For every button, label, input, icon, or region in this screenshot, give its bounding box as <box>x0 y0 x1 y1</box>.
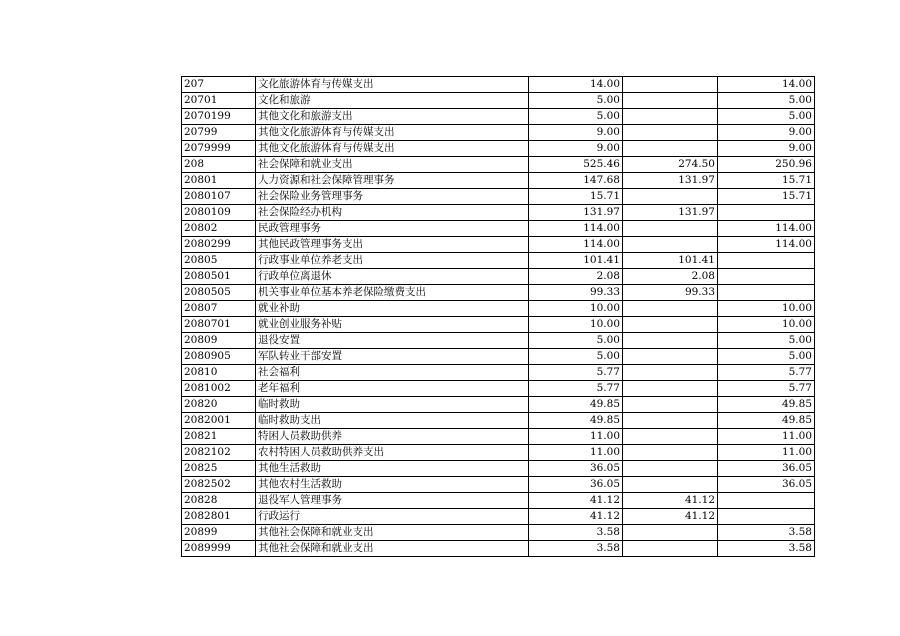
basic-expenditure-cell <box>623 317 718 333</box>
subject-code-cell: 2082801 <box>182 509 256 525</box>
subject-code-cell: 2089999 <box>182 541 256 557</box>
table-row <box>182 445 815 461</box>
basic-expenditure-cell: 274.50 <box>623 157 718 173</box>
subject-name-cell: 其他文化旅游体育与传媒支出 <box>256 125 529 141</box>
table-row <box>182 493 815 509</box>
subject-name-cell: 特困人员救助供养 <box>256 429 529 445</box>
subject-code-cell: 2080505 <box>182 285 256 301</box>
table-row <box>182 429 815 445</box>
table-row <box>182 509 815 525</box>
subject-code-cell: 2080299 <box>182 237 256 253</box>
project-expenditure-cell <box>718 269 815 285</box>
subject-code-cell: 20701 <box>182 93 256 109</box>
table-row <box>182 205 815 221</box>
subject-code-cell: 2082502 <box>182 477 256 493</box>
subject-name-cell: 民政管理事务 <box>256 221 529 237</box>
subject-name-cell: 其他文化和旅游支出 <box>256 109 529 125</box>
subject-code-cell: 2082001 <box>182 413 256 429</box>
total-amount-cell: 5.00 <box>529 333 623 349</box>
project-expenditure-cell: 5.77 <box>718 365 815 381</box>
basic-expenditure-cell <box>623 301 718 317</box>
subject-code-cell: 207 <box>182 77 256 93</box>
project-expenditure-cell: 250.96 <box>718 157 815 173</box>
subject-name-cell: 其他农村生活救助 <box>256 477 529 493</box>
subject-name-cell: 其他社会保障和就业支出 <box>256 525 529 541</box>
total-amount-cell: 15.71 <box>529 189 623 205</box>
project-expenditure-cell <box>718 205 815 221</box>
basic-expenditure-cell: 131.97 <box>623 173 718 189</box>
subject-code-cell: 2081002 <box>182 381 256 397</box>
subject-code-cell: 20802 <box>182 221 256 237</box>
total-amount-cell: 10.00 <box>529 301 623 317</box>
basic-expenditure-cell <box>623 109 718 125</box>
subject-code-cell: 2080109 <box>182 205 256 221</box>
basic-expenditure-cell <box>623 525 718 541</box>
total-amount-cell: 36.05 <box>529 461 623 477</box>
table-row <box>182 541 815 557</box>
project-expenditure-cell: 14.00 <box>718 77 815 93</box>
project-expenditure-cell: 5.00 <box>718 109 815 125</box>
project-expenditure-cell: 3.58 <box>718 525 815 541</box>
basic-expenditure-cell <box>623 397 718 413</box>
table-row <box>182 301 815 317</box>
basic-expenditure-cell <box>623 189 718 205</box>
subject-code-cell: 2080501 <box>182 269 256 285</box>
subject-name-cell: 就业创业服务补贴 <box>256 317 529 333</box>
table-row <box>182 365 815 381</box>
subject-name-cell: 行政单位离退休 <box>256 269 529 285</box>
table-row <box>182 157 815 173</box>
subject-code-cell: 20809 <box>182 333 256 349</box>
subject-name-cell: 社会保险业务管理事务 <box>256 189 529 205</box>
basic-expenditure-cell <box>623 541 718 557</box>
table-row <box>182 381 815 397</box>
subject-code-cell: 208 <box>182 157 256 173</box>
project-expenditure-cell <box>718 253 815 269</box>
table-row <box>182 461 815 477</box>
project-expenditure-cell: 114.00 <box>718 221 815 237</box>
subject-code-cell: 2079999 <box>182 141 256 157</box>
total-amount-cell: 49.85 <box>529 397 623 413</box>
subject-code-cell: 2080905 <box>182 349 256 365</box>
budget-table-body <box>182 77 815 557</box>
table-row <box>182 285 815 301</box>
table-row <box>182 77 815 93</box>
subject-name-cell: 退役安置 <box>256 333 529 349</box>
basic-expenditure-cell <box>623 445 718 461</box>
project-expenditure-cell: 11.00 <box>718 445 815 461</box>
subject-code-cell: 20801 <box>182 173 256 189</box>
basic-expenditure-cell: 41.12 <box>623 493 718 509</box>
project-expenditure-cell <box>718 509 815 525</box>
basic-expenditure-cell: 101.41 <box>623 253 718 269</box>
basic-expenditure-cell <box>623 333 718 349</box>
total-amount-cell: 101.41 <box>529 253 623 269</box>
subject-code-cell: 20805 <box>182 253 256 269</box>
basic-expenditure-cell <box>623 365 718 381</box>
total-amount-cell: 5.77 <box>529 381 623 397</box>
table-row <box>182 93 815 109</box>
subject-name-cell: 老年福利 <box>256 381 529 397</box>
subject-name-cell: 其他社会保障和就业支出 <box>256 541 529 557</box>
total-amount-cell: 11.00 <box>529 445 623 461</box>
subject-name-cell: 农村特困人员救助供养支出 <box>256 445 529 461</box>
subject-name-cell: 行政运行 <box>256 509 529 525</box>
total-amount-cell: 525.46 <box>529 157 623 173</box>
project-expenditure-cell: 3.58 <box>718 541 815 557</box>
project-expenditure-cell: 5.00 <box>718 349 815 365</box>
table-row <box>182 333 815 349</box>
table-row <box>182 253 815 269</box>
budget-table <box>181 76 815 557</box>
subject-name-cell: 军队转业干部安置 <box>256 349 529 365</box>
project-expenditure-cell: 10.00 <box>718 301 815 317</box>
table-row <box>182 125 815 141</box>
basic-expenditure-cell: 99.33 <box>623 285 718 301</box>
total-amount-cell: 41.12 <box>529 509 623 525</box>
total-amount-cell: 147.68 <box>529 173 623 189</box>
total-amount-cell: 114.00 <box>529 221 623 237</box>
project-expenditure-cell: 5.00 <box>718 333 815 349</box>
subject-name-cell: 其他文化旅游体育与传媒支出 <box>256 141 529 157</box>
total-amount-cell: 49.85 <box>529 413 623 429</box>
subject-code-cell: 2082102 <box>182 445 256 461</box>
project-expenditure-cell: 36.05 <box>718 461 815 477</box>
subject-name-cell: 其他生活救助 <box>256 461 529 477</box>
project-expenditure-cell: 15.71 <box>718 189 815 205</box>
subject-code-cell: 20821 <box>182 429 256 445</box>
total-amount-cell: 5.00 <box>529 93 623 109</box>
total-amount-cell: 3.58 <box>529 525 623 541</box>
total-amount-cell: 5.77 <box>529 365 623 381</box>
project-expenditure-cell: 49.85 <box>718 397 815 413</box>
subject-code-cell: 2070199 <box>182 109 256 125</box>
project-expenditure-cell: 15.71 <box>718 173 815 189</box>
subject-code-cell: 20807 <box>182 301 256 317</box>
table-row <box>182 317 815 333</box>
subject-code-cell: 2080701 <box>182 317 256 333</box>
subject-name-cell: 文化旅游体育与传媒支出 <box>256 77 529 93</box>
project-expenditure-cell <box>718 493 815 509</box>
basic-expenditure-cell <box>623 429 718 445</box>
table-row <box>182 189 815 205</box>
total-amount-cell: 36.05 <box>529 477 623 493</box>
basic-expenditure-cell: 131.97 <box>623 205 718 221</box>
basic-expenditure-cell <box>623 237 718 253</box>
total-amount-cell: 2.08 <box>529 269 623 285</box>
subject-name-cell: 就业补助 <box>256 301 529 317</box>
basic-expenditure-cell <box>623 221 718 237</box>
project-expenditure-cell: 5.77 <box>718 381 815 397</box>
basic-expenditure-cell <box>623 125 718 141</box>
project-expenditure-cell <box>718 285 815 301</box>
subject-name-cell: 社会福利 <box>256 365 529 381</box>
table-row <box>182 237 815 253</box>
subject-code-cell: 20799 <box>182 125 256 141</box>
subject-name-cell: 文化和旅游 <box>256 93 529 109</box>
total-amount-cell: 10.00 <box>529 317 623 333</box>
basic-expenditure-cell: 41.12 <box>623 509 718 525</box>
total-amount-cell: 41.12 <box>529 493 623 509</box>
basic-expenditure-cell <box>623 381 718 397</box>
basic-expenditure-cell <box>623 141 718 157</box>
subject-code-cell: 20820 <box>182 397 256 413</box>
basic-expenditure-cell <box>623 461 718 477</box>
total-amount-cell: 11.00 <box>529 429 623 445</box>
table-row <box>182 477 815 493</box>
basic-expenditure-cell: 2.08 <box>623 269 718 285</box>
project-expenditure-cell: 9.00 <box>718 141 815 157</box>
total-amount-cell: 131.97 <box>529 205 623 221</box>
subject-name-cell: 社会保障和就业支出 <box>256 157 529 173</box>
table-row <box>182 109 815 125</box>
subject-name-cell: 社会保险经办机构 <box>256 205 529 221</box>
basic-expenditure-cell <box>623 349 718 365</box>
total-amount-cell: 114.00 <box>529 237 623 253</box>
subject-code-cell: 20825 <box>182 461 256 477</box>
table-row <box>182 173 815 189</box>
table-row <box>182 413 815 429</box>
total-amount-cell: 99.33 <box>529 285 623 301</box>
table-row <box>182 397 815 413</box>
table-row <box>182 269 815 285</box>
project-expenditure-cell: 5.00 <box>718 93 815 109</box>
total-amount-cell: 9.00 <box>529 125 623 141</box>
table-row <box>182 349 815 365</box>
subject-code-cell: 20828 <box>182 493 256 509</box>
table-row <box>182 141 815 157</box>
basic-expenditure-cell <box>623 77 718 93</box>
total-amount-cell: 5.00 <box>529 109 623 125</box>
subject-code-cell: 20899 <box>182 525 256 541</box>
subject-name-cell: 其他民政管理事务支出 <box>256 237 529 253</box>
project-expenditure-cell: 49.85 <box>718 413 815 429</box>
subject-name-cell: 退役军人管理事务 <box>256 493 529 509</box>
total-amount-cell: 14.00 <box>529 77 623 93</box>
subject-code-cell: 2080107 <box>182 189 256 205</box>
total-amount-cell: 9.00 <box>529 141 623 157</box>
project-expenditure-cell: 9.00 <box>718 125 815 141</box>
project-expenditure-cell: 10.00 <box>718 317 815 333</box>
table-row <box>182 525 815 541</box>
basic-expenditure-cell <box>623 93 718 109</box>
basic-expenditure-cell <box>623 413 718 429</box>
project-expenditure-cell: 11.00 <box>718 429 815 445</box>
total-amount-cell: 3.58 <box>529 541 623 557</box>
total-amount-cell: 5.00 <box>529 349 623 365</box>
subject-name-cell: 人力资源和社会保障管理事务 <box>256 173 529 189</box>
table-row <box>182 221 815 237</box>
subject-name-cell: 行政事业单位养老支出 <box>256 253 529 269</box>
project-expenditure-cell: 36.05 <box>718 477 815 493</box>
project-expenditure-cell: 114.00 <box>718 237 815 253</box>
subject-name-cell: 临时救助支出 <box>256 413 529 429</box>
subject-code-cell: 20810 <box>182 365 256 381</box>
basic-expenditure-cell <box>623 477 718 493</box>
subject-name-cell: 临时救助 <box>256 397 529 413</box>
subject-name-cell: 机关事业单位基本养老保险缴费支出 <box>256 285 529 301</box>
